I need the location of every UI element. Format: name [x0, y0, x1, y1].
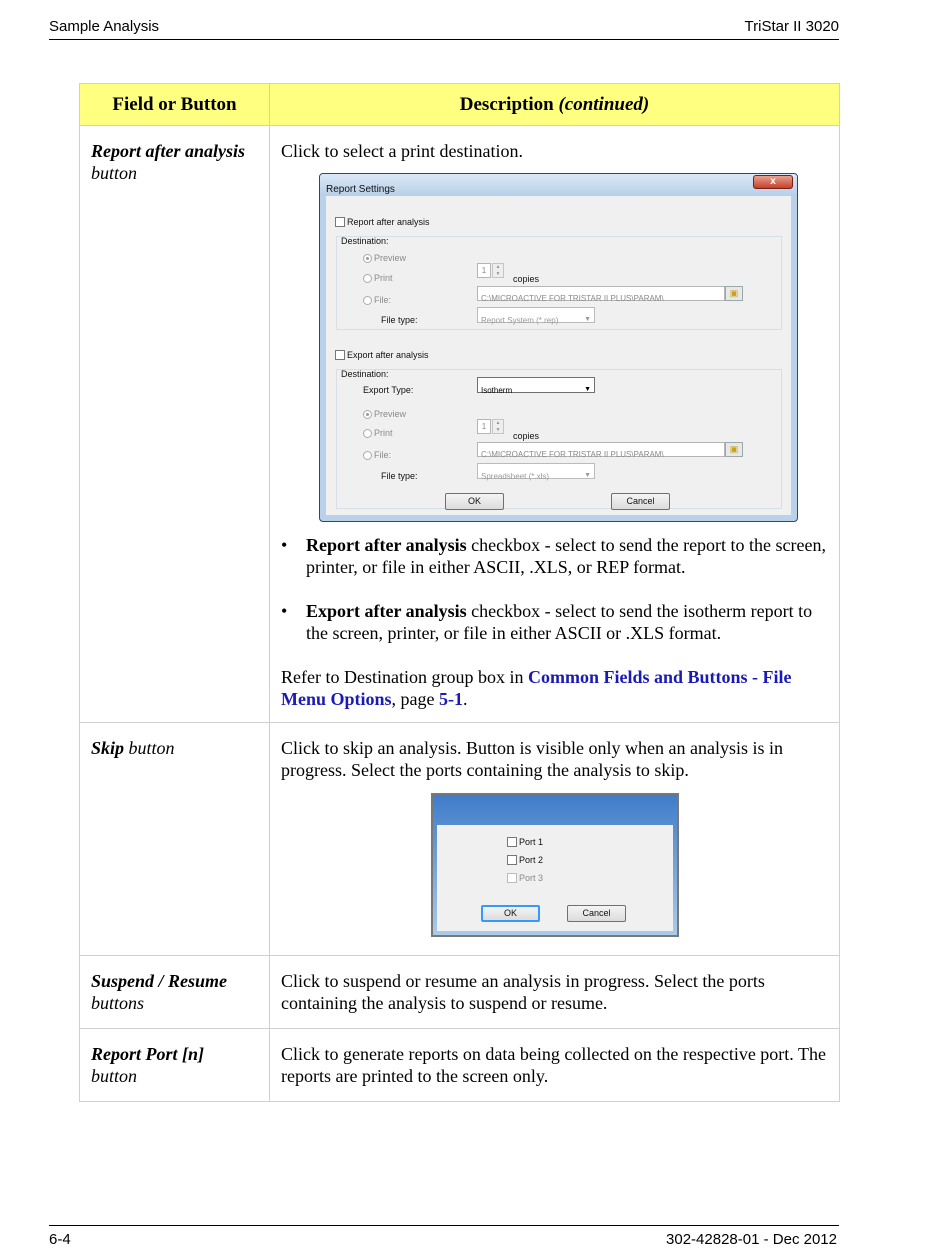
- copies-label: copies: [513, 431, 540, 441]
- field-cell: [80, 126, 270, 723]
- table-row: [80, 1029, 840, 1102]
- radio-label: Preview: [374, 253, 407, 263]
- dialog-title-bar: [320, 174, 797, 196]
- radio-dot: [363, 254, 372, 263]
- header-section-title: Sample Analysis: [49, 18, 160, 35]
- bullet-icon: •: [281, 601, 288, 621]
- header-product-name: TriStar II 3020: [744, 18, 839, 35]
- skip-ports-dialog: [431, 793, 679, 937]
- col2-header: [270, 84, 840, 126]
- radio-dot: [363, 429, 372, 438]
- checkbox-label: Report after analysis: [347, 217, 430, 227]
- checkbox-box: [335, 350, 345, 360]
- export-type-select[interactable]: [477, 377, 595, 393]
- copies-value: 1: [477, 419, 491, 434]
- field-cell: [80, 956, 270, 1029]
- refer-text: , page: [391, 689, 440, 709]
- bullet-text: checkbox - select to send the isotherm report to the screen, printer, or file in either ASCII or .XLS format.: [306, 601, 813, 643]
- page-number: 6-4: [49, 1231, 71, 1248]
- report-file-type-select[interactable]: [477, 307, 595, 323]
- page-footer: [49, 1225, 839, 1247]
- file-type-label: File type:: [381, 315, 418, 325]
- report-settings-dialog: [319, 173, 798, 522]
- export-file-radio[interactable]: [363, 444, 391, 466]
- checkbox-box: [507, 855, 517, 865]
- spin-arrows-icon[interactable]: ▲ ▼: [492, 419, 504, 434]
- destination-label: Destination:: [341, 236, 389, 246]
- dialog-body: [326, 196, 791, 515]
- page-link[interactable]: 5-1: [439, 689, 464, 709]
- field-name: Skip: [91, 738, 125, 758]
- description-cell: [270, 723, 840, 956]
- description-text: Click to generate reports on data being collected on the respective port. The reports are printed to the screen only.: [281, 1044, 826, 1086]
- table-row: [80, 723, 840, 956]
- field-name: Report after analysis: [91, 141, 246, 161]
- radio-dot: [363, 410, 372, 419]
- file-type-label: File type:: [381, 471, 418, 481]
- cancel-button[interactable]: Cancel: [611, 493, 670, 510]
- refer-paragraph: [281, 666, 828, 710]
- bullet-term: Export after analysis: [306, 601, 467, 621]
- destination-label: Destination:: [341, 369, 389, 379]
- port-3-checkbox[interactable]: [507, 867, 543, 889]
- field-type: button: [91, 1066, 138, 1086]
- export-file-type-select[interactable]: [477, 463, 595, 479]
- file-radio[interactable]: [363, 289, 391, 311]
- chevron-down-icon: ▼: [584, 386, 591, 393]
- field-cell: [80, 1029, 270, 1102]
- refer-text: .: [463, 689, 468, 709]
- bullet-icon: •: [281, 535, 288, 555]
- checkbox-box: [507, 837, 517, 847]
- folder-icon[interactable]: ▣: [725, 442, 743, 457]
- description-text: Click to skip an analysis. Button is visible only when an analysis is in progress. Select the ports containing the analysis to skip.: [281, 738, 783, 780]
- export-print-radio[interactable]: [363, 422, 393, 444]
- field-type: buttons: [91, 993, 145, 1013]
- checkbox-label: Port 2: [519, 855, 544, 865]
- description-cell: [270, 1029, 840, 1102]
- radio-label: File:: [374, 295, 392, 305]
- checkbox-box: [507, 873, 517, 883]
- description-cell: [270, 126, 840, 723]
- table-row: [80, 956, 840, 1029]
- spin-arrows-icon[interactable]: ▲ ▼: [492, 263, 504, 278]
- field-name: Report Port [n]: [91, 1044, 205, 1064]
- col2-header-text: Description: [459, 93, 554, 115]
- field-cell: [80, 723, 270, 956]
- field-description-table: [79, 83, 840, 1102]
- cancel-button[interactable]: Cancel: [567, 905, 626, 922]
- field-type: button: [91, 163, 138, 183]
- ok-button[interactable]: OK: [481, 905, 540, 922]
- bullet-term: Report after analysis: [306, 535, 467, 555]
- chevron-down-icon: ▼: [584, 316, 591, 323]
- chevron-down-icon: ▼: [584, 472, 591, 479]
- copies-stepper[interactable]: [477, 263, 505, 278]
- radio-label: Print: [374, 273, 393, 283]
- select-value: Spreadsheet (*.xls): [481, 472, 550, 481]
- document-number: 302-42828-01 - Dec 2012: [666, 1231, 837, 1248]
- checkbox-label: Port 3: [519, 873, 544, 883]
- field-name: Suspend / Resume: [91, 971, 228, 991]
- folder-icon[interactable]: ▣: [725, 286, 743, 301]
- field-type: button: [124, 738, 175, 758]
- file-path-input[interactable]: C:\MICROACTIVE FOR TRISTAR II PLUS\PARAM\: [477, 286, 725, 301]
- table-row: [80, 126, 840, 723]
- radio-label: Preview: [374, 409, 407, 419]
- copies-value: 1: [477, 263, 491, 278]
- bullet-text: checkbox - select to send the report to the screen, printer, or file in either ASCII, .XLS, or REP format.: [306, 535, 827, 577]
- copies-label: copies: [513, 274, 540, 284]
- bullet-item: [281, 600, 828, 644]
- radio-dot: [363, 451, 372, 460]
- checkbox-box: [335, 217, 345, 227]
- common-fields-link[interactable]: Common Fields and Buttons - File Menu Options: [281, 667, 792, 709]
- col1-header: Field or Button: [80, 84, 270, 126]
- select-value: Isotherm: [481, 386, 513, 395]
- description-intro: Click to select a print destination.: [281, 141, 523, 161]
- export-copies-stepper[interactable]: [477, 419, 505, 434]
- col2-header-suffix: (continued): [558, 93, 650, 115]
- export-type-label: Export Type:: [363, 385, 414, 395]
- ok-button[interactable]: OK: [445, 493, 504, 510]
- preview-radio[interactable]: [363, 247, 406, 269]
- close-icon[interactable]: x: [753, 175, 793, 189]
- checkbox-label: Export after analysis: [347, 350, 429, 360]
- print-radio[interactable]: [363, 267, 393, 289]
- radio-label: Print: [374, 428, 393, 438]
- checkbox-label: Port 1: [519, 837, 544, 847]
- description-text: Click to suspend or resume an analysis in progress. Select the ports containing the analysis to suspend or resume.: [281, 971, 765, 1013]
- page-header: [49, 18, 839, 40]
- radio-label: File:: [374, 450, 392, 460]
- bullet-item: [281, 534, 828, 578]
- radio-dot: [363, 296, 372, 305]
- description-cell: [270, 956, 840, 1029]
- dialog-body: [437, 825, 673, 931]
- dialog-title: Report Settings: [326, 184, 395, 195]
- table-header-row: [80, 84, 840, 126]
- radio-dot: [363, 274, 372, 283]
- refer-text: Refer to Destination group box in: [281, 667, 528, 687]
- select-value: Report System (*.rep): [481, 316, 559, 325]
- export-file-path-input[interactable]: C:\MICROACTIVE FOR TRISTAR II PLUS\PARAM\: [477, 442, 725, 457]
